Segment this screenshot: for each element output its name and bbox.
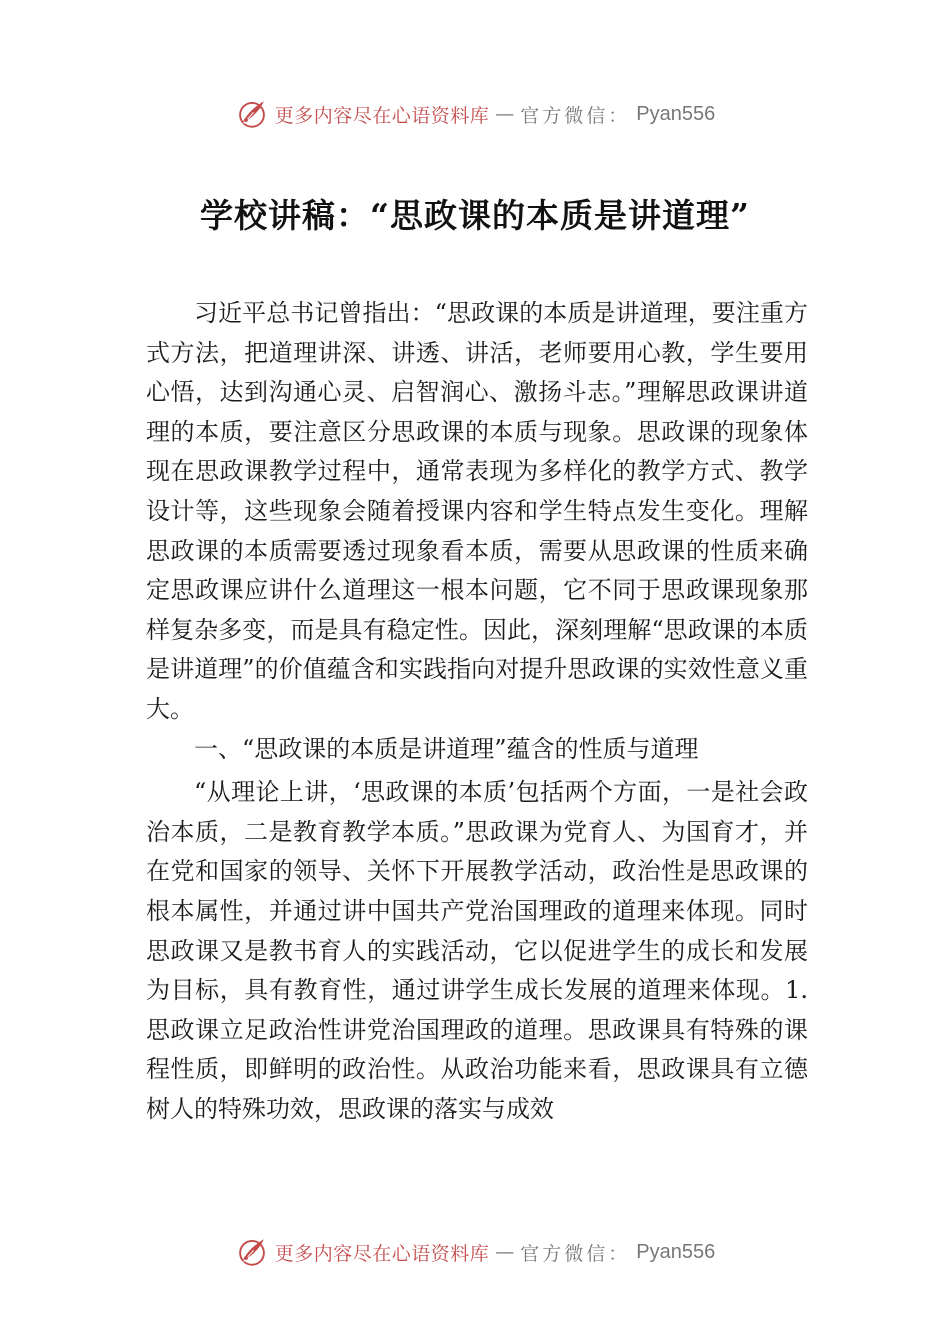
watermark-content bbox=[235, 1235, 716, 1269]
watermark-wechat-label: 官方微信： bbox=[520, 104, 631, 127]
watermark-content bbox=[235, 97, 716, 131]
page-title: 学校讲稿：“思政课的本质是讲道理” bbox=[200, 196, 750, 235]
footer-watermark bbox=[0, 1232, 950, 1272]
paragraph-intro: 习近平总书记曾指出：“思政课的本质是讲道理，要注重方式方法，把道理讲深、讲透、讲活，老师要用心教，学生要用心悟，达到沟通心灵、启智润心、激扬斗志。”理解思政课讲道理的本质，要注意区分思政课的本质与现象。思政课的现象体现在思政课教学过程中，通常表现为多样化的教学方式、教学设计等，这些现象会随着授课内容和学生特点发生变化。理解思政课的本质需要透过现象看本质，需要从思政课的性质来确定思政课应讲什么道理这一根本问题，它不同于思政课现象那样复杂多变，而是具有稳定性。因此，深刻理解“思政课的本质是讲道理”的价值蕴含和实践指向对提升思政课的实效性意义重大。 bbox=[146, 299, 808, 723]
watermark-separator: — bbox=[495, 1241, 515, 1263]
watermark-wechat-id: Pyan556 bbox=[636, 102, 716, 125]
quill-pen-icon bbox=[235, 97, 269, 131]
document-body bbox=[146, 294, 808, 1129]
paragraph-section-1: “从理论上讲，‘思政课的本质’包括两个方面，一是社会政治本质，二是教育教学本质。”思政课为党育人、为国育才，并在党和国家的领导、关怀下开展教学活动，政治性是思政课的根本属性，并通过讲中国共产党治国理政的道理来体现。同时思政课又是教书育人的实践活动，它以促进学生的成长和发展为目标，具有教育性，通过讲学生成长发展的道理来体现。1.思政课立足政治性讲党治国理政的道理。思政课具有特殊的课程性质，即鲜明的政治性。从政治功能来看，思政课具有立德树人的特殊功效，思政课的落实与成效 bbox=[146, 778, 808, 1123]
watermark-wechat-id: Pyan556 bbox=[636, 1240, 716, 1263]
watermark-wechat-label: 官方微信： bbox=[520, 1242, 631, 1265]
quill-pen-icon bbox=[235, 1235, 269, 1269]
header-watermark bbox=[0, 94, 950, 134]
watermark-brand: 更多内容尽在心语资料库 bbox=[274, 104, 490, 127]
watermark-separator: — bbox=[495, 103, 515, 125]
section-heading-1: 一、“思政课的本质是讲道理”蕴含的性质与道理 bbox=[194, 734, 699, 763]
watermark-brand: 更多内容尽在心语资料库 bbox=[274, 1242, 490, 1265]
